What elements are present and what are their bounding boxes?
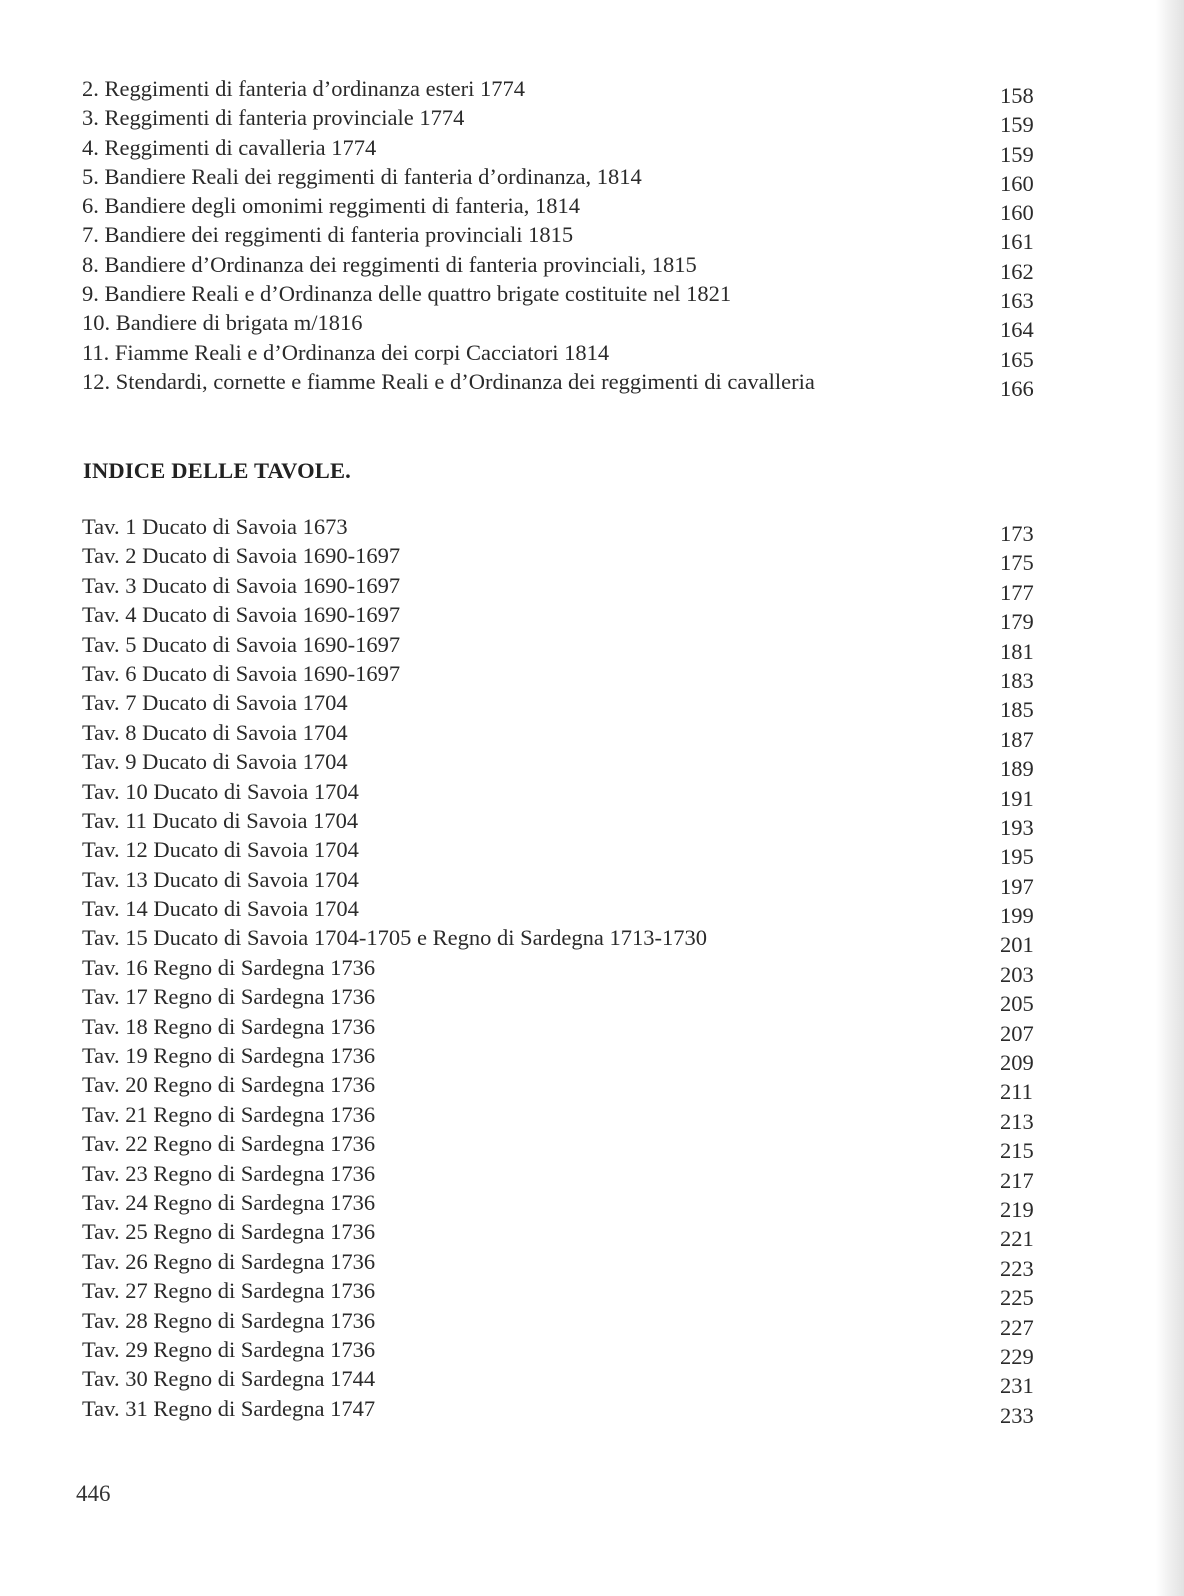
entry-title: Tav. 16 Regno di Sardegna 1736: [82, 954, 376, 980]
index-entry: [82, 310, 1062, 343]
index-entry: [82, 778, 1062, 811]
entry-page-number: 165: [1000, 346, 1034, 372]
index-entry: [82, 339, 1062, 372]
index-entry: [82, 954, 1062, 987]
entry-page-number: 229: [1000, 1343, 1034, 1369]
entry-page-number: 175: [1000, 550, 1034, 576]
entry-title: Tav. 22 Regno di Sardegna 1736: [82, 1131, 376, 1157]
index-entry: [82, 572, 1062, 605]
index-entry: [82, 807, 1062, 840]
entry-title: 9. Bandiere Reali e d’Ordinanza delle quattro brigate costituite nel 1821: [82, 281, 732, 307]
entry-page-number: 159: [1000, 141, 1034, 167]
entry-page-number: 219: [1000, 1196, 1034, 1222]
entry-title: Tav. 30 Regno di Sardegna 1744: [82, 1366, 376, 1392]
index-entry: [82, 749, 1062, 782]
entry-title: Tav. 19 Regno di Sardegna 1736: [82, 1043, 376, 1069]
entry-title: Tav. 7 Ducato di Savoia 1704: [82, 690, 348, 716]
entry-title: Tav. 17 Regno di Sardegna 1736: [82, 984, 376, 1010]
entry-page-number: 160: [1000, 200, 1034, 226]
entry-title: Tav. 10 Ducato di Savoia 1704: [82, 778, 359, 804]
entry-page-number: 227: [1000, 1314, 1034, 1340]
entry-page-number: 201: [1000, 932, 1034, 958]
entry-title: 7. Bandiere dei reggimenti di fanteria provinciali 1815: [82, 222, 574, 248]
entry-title: Tav. 9 Ducato di Savoia 1704: [82, 749, 348, 775]
index-entry: [82, 719, 1062, 752]
entry-title: Tav. 28 Regno di Sardegna 1736: [82, 1307, 376, 1333]
index-entry: [82, 251, 1062, 284]
index-entry: [82, 193, 1062, 226]
figure-index-list: [82, 76, 1062, 401]
entry-page-number: 160: [1000, 170, 1034, 196]
index-entry: [82, 281, 1062, 314]
entry-title: 12. Stendardi, cornette e fiamme Reali e d’Ordinanza dei reggimenti di cavalleria: [82, 368, 815, 394]
entry-title: Tav. 3 Ducato di Savoia 1690-1697: [82, 572, 401, 598]
entry-title: Tav. 5 Ducato di Savoia 1690-1697: [82, 631, 401, 657]
index-entry: [82, 837, 1062, 870]
entry-page-number: 189: [1000, 756, 1034, 782]
index-entry: [82, 1101, 1062, 1134]
page-number: 446: [76, 1481, 111, 1506]
entry-title: 4. Reggimenti di cavalleria 1774: [82, 134, 377, 160]
index-entry: [82, 984, 1062, 1017]
index-entry: [82, 1189, 1062, 1222]
entry-title: Tav. 6 Ducato di Savoia 1690-1697: [82, 660, 401, 686]
entry-title: Tav. 8 Ducato di Savoia 1704: [82, 719, 348, 745]
entry-title: Tav. 24 Regno di Sardegna 1736: [82, 1189, 376, 1215]
entry-page-number: 183: [1000, 667, 1034, 693]
index-entry: [82, 1072, 1062, 1105]
entry-page-number: 164: [1000, 317, 1034, 343]
tavole-index-list: [82, 514, 1062, 1428]
index-entry: [82, 1043, 1062, 1076]
entry-title: Tav. 11 Ducato di Savoia 1704: [82, 807, 359, 833]
index-entry: [82, 1219, 1062, 1252]
index-entry: [82, 543, 1062, 576]
entry-page-number: 205: [1000, 991, 1034, 1017]
index-entry: [82, 660, 1062, 693]
index-entry: [82, 925, 1062, 958]
index-entry: [82, 1336, 1062, 1369]
entry-title: 8. Bandiere d’Ordinanza dei reggimenti di fanteria provinciali, 1815: [82, 251, 697, 277]
entry-title: 6. Bandiere degli omonimi reggimenti di fanteria, 1814: [82, 193, 580, 219]
index-entry: [82, 1248, 1062, 1281]
index-entry: [82, 690, 1062, 723]
index-entry: [82, 631, 1062, 664]
entry-page-number: 162: [1000, 258, 1034, 284]
entry-title: Tav. 13 Ducato di Savoia 1704: [82, 866, 359, 892]
entry-page-number: 203: [1000, 961, 1034, 987]
entry-page-number: 173: [1000, 521, 1034, 546]
index-entry: [82, 866, 1062, 899]
entry-title: Tav. 12 Ducato di Savoia 1704: [82, 837, 359, 863]
index-entry: [82, 602, 1062, 635]
entry-page-number: 231: [1000, 1373, 1034, 1399]
entry-page-number: 225: [1000, 1285, 1034, 1311]
entry-page-number: 223: [1000, 1255, 1034, 1281]
entry-title: Tav. 20 Regno di Sardegna 1736: [82, 1072, 376, 1098]
entry-page-number: 158: [1000, 83, 1034, 108]
index-entry: [82, 1160, 1062, 1193]
page-edge-shadow: [1156, 0, 1184, 1596]
entry-page-number: 221: [1000, 1226, 1034, 1252]
entry-title: Tav. 14 Ducato di Savoia 1704: [82, 896, 359, 922]
entry-title: Tav. 25 Regno di Sardegna 1736: [82, 1219, 376, 1245]
entry-title: 3. Reggimenti di fanteria provinciale 1774: [82, 105, 465, 131]
entry-title: Tav. 31 Regno di Sardegna 1747: [82, 1395, 376, 1421]
index-entry: [82, 1395, 1062, 1428]
entry-page-number: 215: [1000, 1138, 1034, 1164]
index-entry: [82, 163, 1062, 196]
entry-title: 10. Bandiere di brigata m/1816: [82, 310, 363, 336]
index-entry: [82, 514, 1062, 546]
index-entry: [82, 1013, 1062, 1046]
entry-page-number: 213: [1000, 1108, 1034, 1134]
index-entry: [82, 1278, 1062, 1311]
entry-title: Tav. 27 Regno di Sardegna 1736: [82, 1278, 376, 1304]
entry-title: Tav. 1 Ducato di Savoia 1673: [82, 514, 348, 539]
index-entry: [82, 76, 1062, 108]
entry-page-number: 179: [1000, 609, 1034, 635]
entry-page-number: 163: [1000, 288, 1034, 314]
entry-title: 5. Bandiere Reali dei reggimenti di fanteria d’ordinanza, 1814: [82, 163, 642, 189]
entry-page-number: 191: [1000, 785, 1034, 811]
entry-page-number: 166: [1000, 375, 1034, 401]
entry-page-number: 233: [1000, 1402, 1034, 1428]
entry-page-number: 159: [1000, 112, 1034, 138]
entry-page-number: 181: [1000, 638, 1034, 664]
section-heading-indice-delle-tavole: INDICE DELLE TAVOLE.: [83, 458, 352, 483]
index-entry: [82, 1131, 1062, 1164]
entry-page-number: 199: [1000, 903, 1034, 929]
index-entry: [82, 368, 1062, 401]
index-entry: [82, 222, 1062, 255]
entry-page-number: 185: [1000, 697, 1034, 723]
index-entry: [82, 134, 1062, 167]
entry-page-number: 177: [1000, 579, 1034, 605]
entry-page-number: 211: [1000, 1079, 1033, 1105]
entry-title: Tav. 18 Regno di Sardegna 1736: [82, 1013, 376, 1039]
entry-page-number: 197: [1000, 873, 1034, 899]
entry-title: 11. Fiamme Reali e d’Ordinanza dei corpi Cacciatori 1814: [82, 339, 610, 365]
entry-page-number: 187: [1000, 726, 1034, 752]
entry-title: Tav. 23 Regno di Sardegna 1736: [82, 1160, 376, 1186]
entry-title: Tav. 21 Regno di Sardegna 1736: [82, 1101, 376, 1127]
entry-page-number: 217: [1000, 1167, 1034, 1193]
entry-title: Tav. 4 Ducato di Savoia 1690-1697: [82, 602, 401, 628]
entry-page-number: 161: [1000, 229, 1034, 255]
index-entry: [82, 1366, 1062, 1399]
entry-page-number: 207: [1000, 1020, 1034, 1046]
entry-title: Tav. 2 Ducato di Savoia 1690-1697: [82, 543, 401, 569]
entry-title: Tav. 15 Ducato di Savoia 1704-1705 e Regno di Sardegna 1713-1730: [82, 925, 707, 951]
entry-page-number: 193: [1000, 814, 1034, 840]
entry-page-number: 195: [1000, 844, 1034, 870]
entry-page-number: 209: [1000, 1050, 1034, 1076]
entry-title: Tav. 26 Regno di Sardegna 1736: [82, 1248, 376, 1274]
entry-title: Tav. 29 Regno di Sardegna 1736: [82, 1336, 376, 1362]
index-entry: [82, 1307, 1062, 1340]
index-entry: [82, 105, 1062, 138]
index-entry: [82, 896, 1062, 929]
entry-title: 2. Reggimenti di fanteria d’ordinanza esteri 1774: [82, 76, 525, 101]
